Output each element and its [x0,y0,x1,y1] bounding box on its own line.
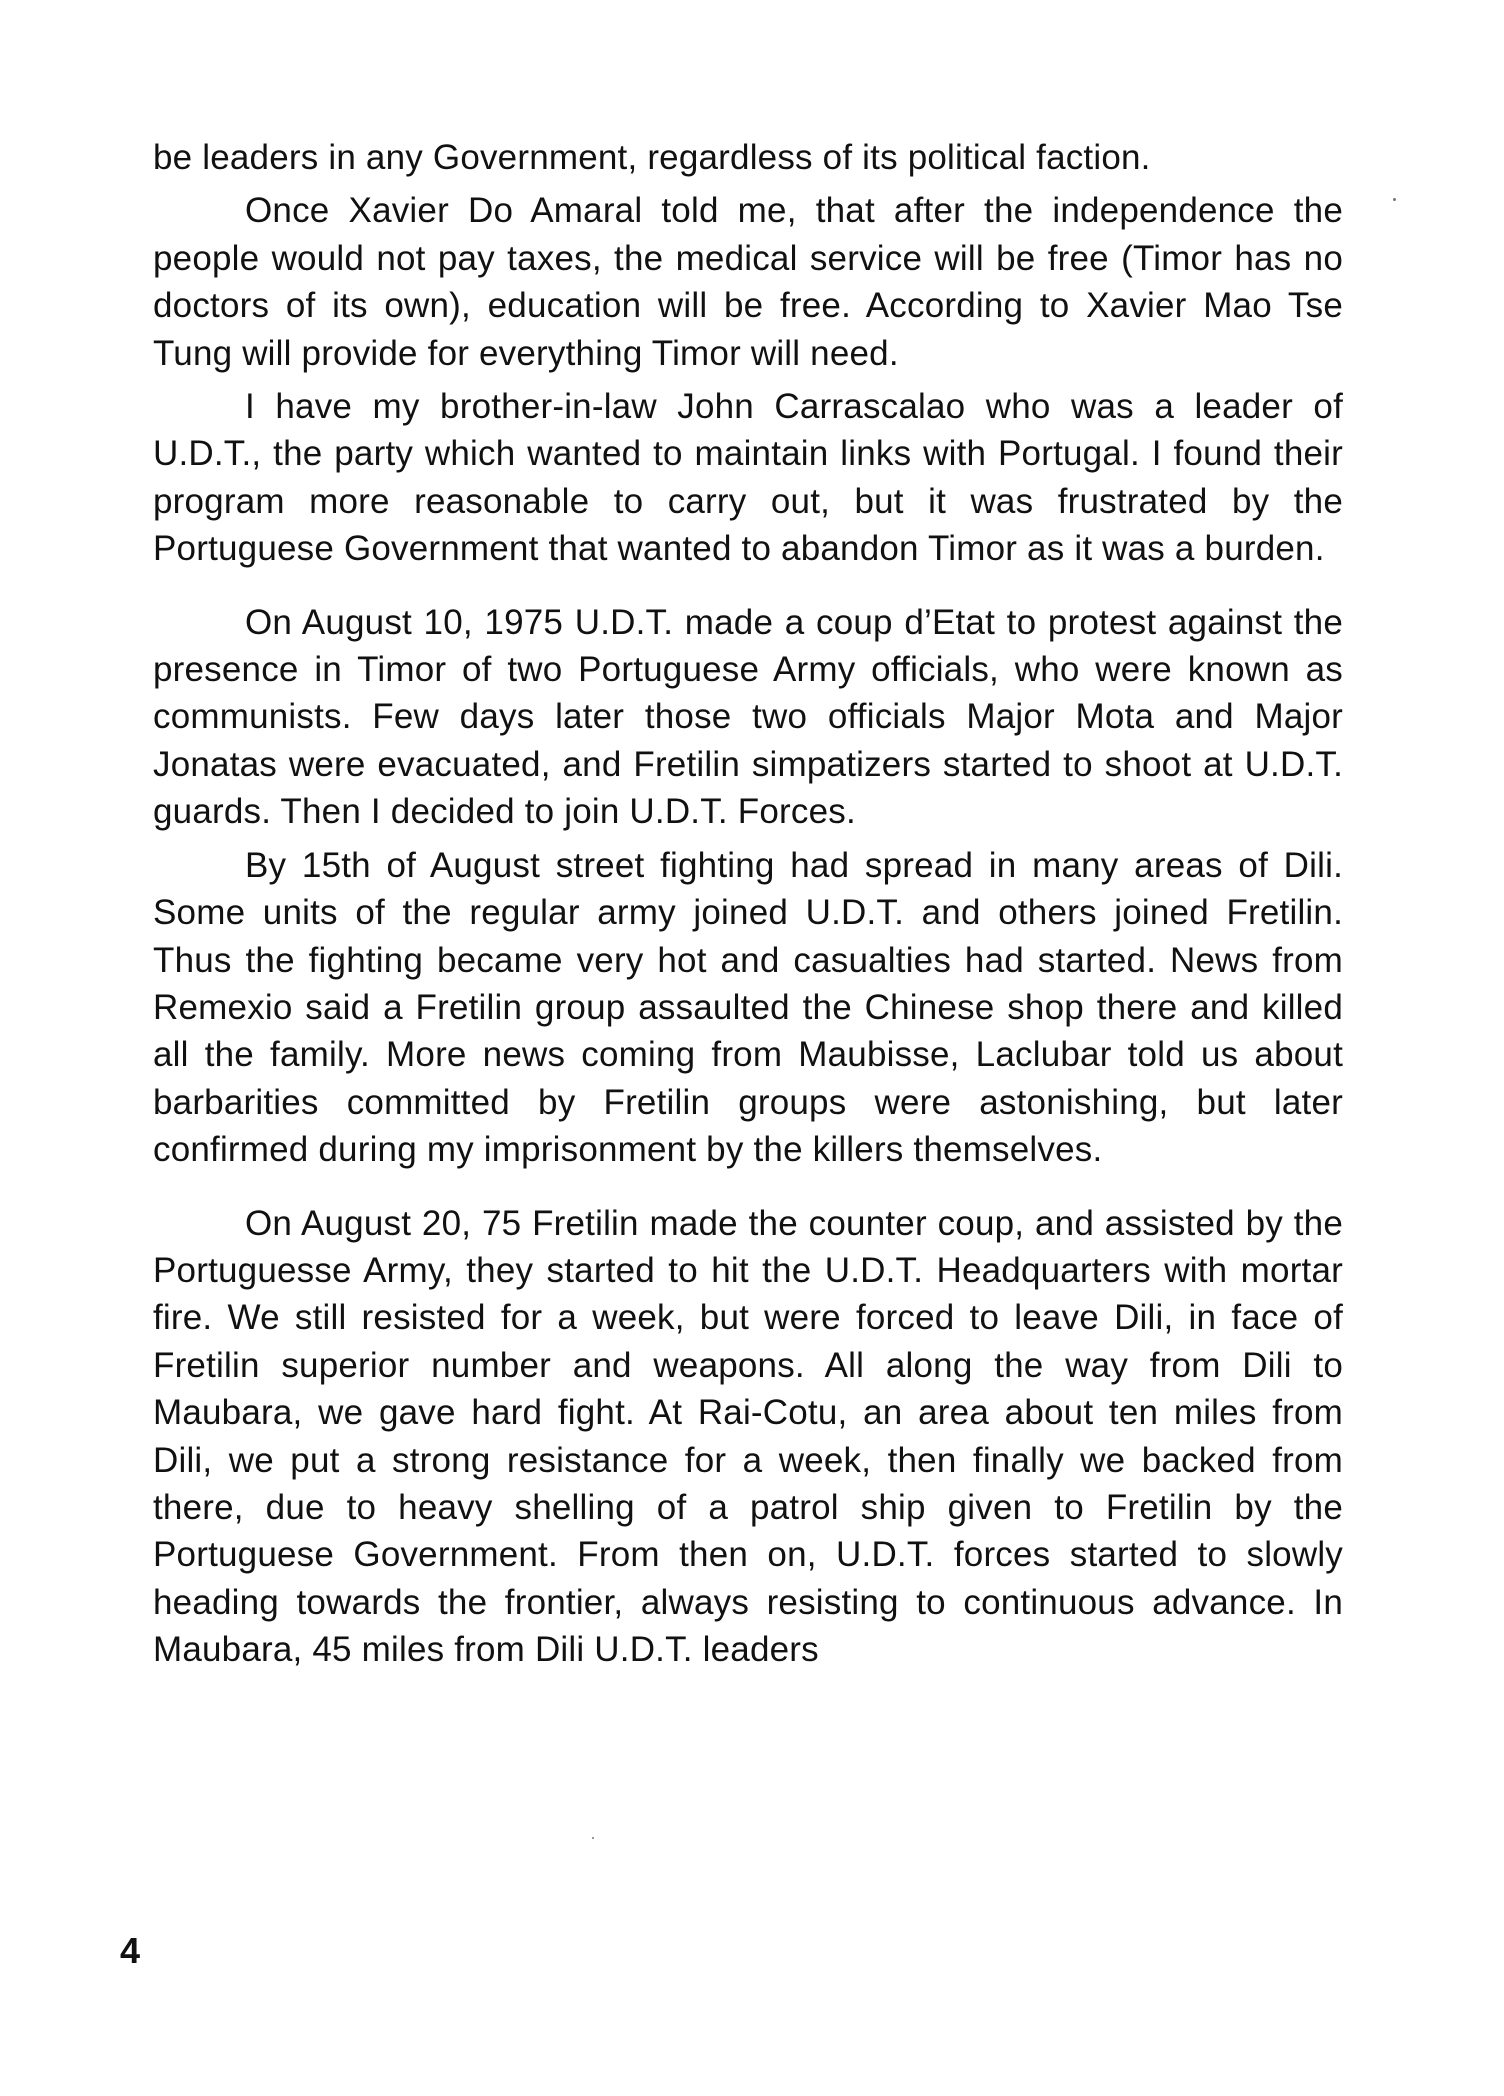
body-text [153,134,1343,1680]
paragraph-2: Once Xavier Do Amaral told me, that after the independence the people would not pay taxes, the medical service will be free (Timor has no doctors of its own), education will be free. According to Xavier Mao Tse Tung will provide for everything Timor will need. [153,191,1343,373]
paragraph-4: On August 10, 1975 U.D.T. made a coup d’Etat to protest against the presence in Timor of two Portuguese Army officials, who were known as communists. Few days later those two officials Major Mota and Major Jonatas were evacuated, and Fretilin simpatizers started to shoot at U.D.T. guards. Then I decided to join U.D.T. Forces. [153,602,1343,832]
paragraph-5: By 15th of August street fighting had spread in many areas of Dili. Some units of the regular army joined U.D.T. and others joined Fretilin. Thus the fighting became very hot and casualties had started. News from Remexio said a Fretilin group assaulted the Chinese shop there and killed all the family. More news coming from Maubisse, Laclubar told us about barbarities committed by Fretilin groups were astonishing, but later confirmed during my imprisonment by the killers themselves. [153,845,1343,1170]
page-number: 4 [120,1930,141,1971]
paragraph-1: be leaders in any Government, regardless of its political faction. [153,138,1151,177]
paragraph-6: On August 20, 75 Fretilin made the counter coup, and assisted by the Portuguesse Army, they started to hit the U.D.T. Headquarters with mortar fire. We still resisted for a week, but were forced to leave Dili, in face of Fretilin superior number and weapons. All along the way from Dili to Maubara, we gave hard fight. At Rai-Cotu, an area about ten miles from Dili, we put a strong resistance for a week, then finally we backed from there, due to heavy shelling of a patrol ship given to Fretilin by the Portuguese Government. From then on, U.D.T. forces started to slowly heading towards the frontier, always resisting to continuous advance. In Maubara, 45 miles from Dili U.D.T. leaders [153,1203,1343,1670]
scan-speck [592,1837,594,1839]
paragraph-3: I have my brother-in-law John Carrascalao who was a leader of U.D.T., the party which wanted to maintain links with Portugal. I found their program more reasonable to carry out, but it was frustrated by the Portuguese Government that wanted to abandon Timor as it was a burden. [153,387,1343,569]
scan-speck [1393,198,1396,201]
